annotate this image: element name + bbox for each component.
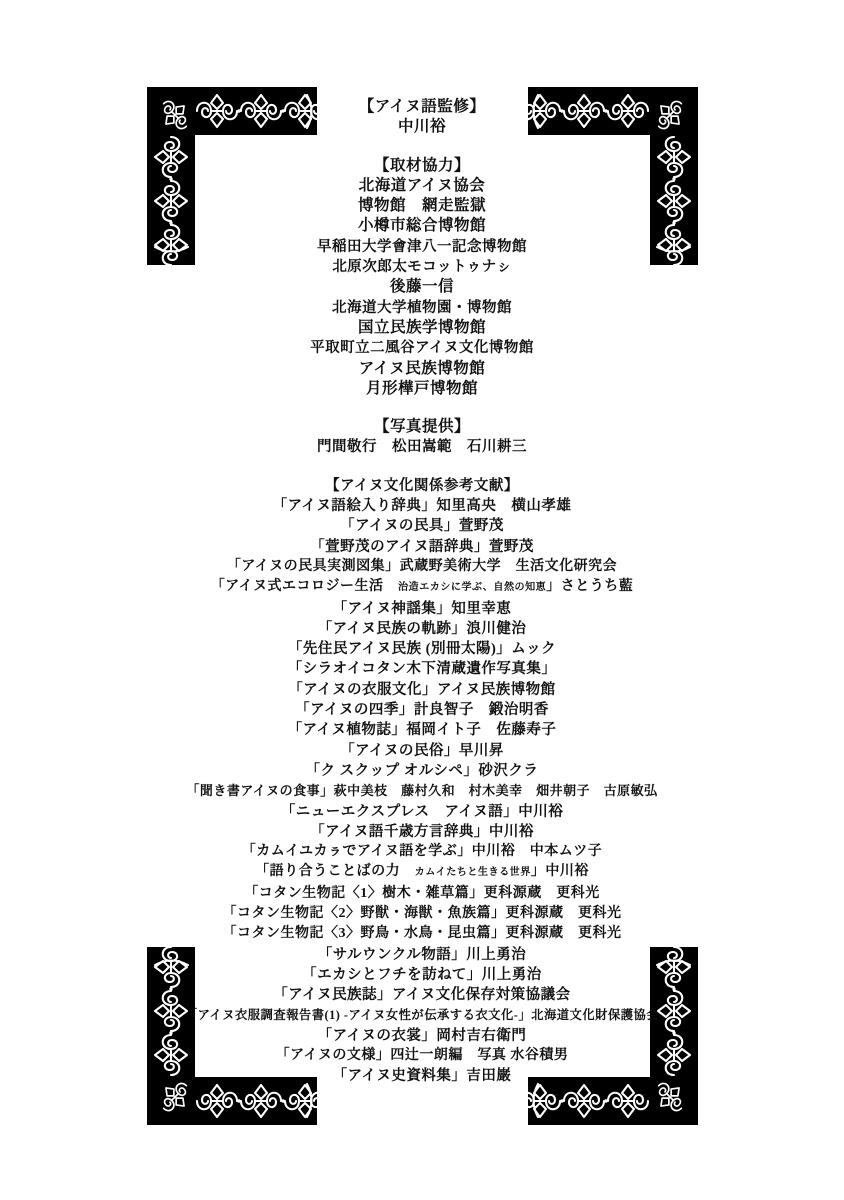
- credit-line: 「アイヌの民具」萱野茂: [340, 518, 504, 535]
- credit-line: 「アイヌ神謡集」知里幸恵: [332, 600, 512, 617]
- credit-line: 「アイヌ語絵入り辞典」知里高央 横山孝雄: [272, 498, 572, 515]
- credit-line: 門間敬行 松田嵩範 石川耕三: [317, 439, 527, 456]
- credit-line: 北海道アイヌ協会: [358, 176, 486, 194]
- section-heading: 【取材協力】: [373, 156, 470, 174]
- credit-line: 月形樺戸博物館: [365, 379, 478, 397]
- credit-line: 「シラオイコタン木下清蔵遺作写真集」: [287, 661, 557, 678]
- credit-line: [0, 862, 844, 883]
- credit-line: 「ニューエクスプレス アイヌ語」中川裕: [280, 803, 564, 820]
- credit-line: 「アイヌ語千歳方言辞典」中川裕: [310, 823, 534, 840]
- credit-line: 「先住民アイヌ民族 (別冊太陽)」ムック: [287, 641, 557, 658]
- credit-line-text: 」さとうち藍: [546, 579, 634, 595]
- credits-section: [0, 156, 844, 400]
- credit-line: 「アイヌ史資料集」吉田巌: [332, 1068, 512, 1085]
- credit-line: 「コタン生物記〈2〉野獣・海獣・魚族篇」更科源蔵 更科光: [222, 905, 622, 921]
- credit-line: [0, 577, 844, 598]
- credit-line: 「アイヌ衣服調査報告書(1) -アイヌ女性が伝承する衣文化-」北海道文化財保護協会: [184, 1008, 660, 1023]
- credit-line: 小樽市総合博物館: [357, 217, 486, 235]
- credit-line: 北海道大学植物園・博物館: [332, 299, 512, 316]
- credit-line: 「アイヌ植物誌」福岡イト子 佐藤寿子: [287, 722, 557, 739]
- credit-line: 「アイヌの衣裳」岡村吉右衛門: [317, 1027, 527, 1044]
- section-heading: 【写真提供】: [373, 418, 470, 436]
- credit-line: 北原次郎太モコットゥナㇱ: [332, 259, 512, 276]
- credit-line: 「聞き書アイヌの食事」萩中美枝 藤村久和 村木美幸 畑井朝子 古原敏弘: [186, 783, 658, 799]
- credit-line-text: 」中川裕: [530, 864, 589, 880]
- credit-line: 「萱野茂のアイヌ語辞典」萱野茂: [310, 538, 534, 555]
- credits-section: [0, 417, 844, 458]
- credit-line: アイヌ民族博物館: [358, 359, 486, 377]
- credit-line: 早稲田大学會津八一記念博物館: [317, 238, 527, 255]
- credit-line: 「ク スクップ オルシペ」砂沢クラ: [305, 762, 539, 779]
- credit-line-text: 「アイヌ式エコロジー生活: [210, 579, 398, 595]
- credit-line: 「カムイユカㇻでアイヌ語を学ぶ」中川裕 中本ムツ子: [241, 844, 603, 860]
- credit-line-subtitle: 治造エカシに学ぶ、自然の知恵: [397, 582, 547, 594]
- credit-line: 「アイヌの四季」計良智子 鍛治明香: [295, 702, 549, 719]
- credit-line: 「アイヌ民族誌」アイヌ文化保存対策協議会: [273, 987, 571, 1004]
- credit-line: 「コタン生物記〈1〉樹木・雑草篇」更科源蔵 更科光: [244, 885, 600, 901]
- credit-line-subtitle: カムイたちと生きる世界: [414, 867, 531, 879]
- credit-line: 「コタン生物記〈3〉野鳥・水鳥・昆虫篇」更科源蔵 更科光: [222, 926, 622, 942]
- credit-line: 博物館 網走監獄: [357, 197, 486, 215]
- section-heading: 【アイヌ語監修】: [358, 98, 486, 115]
- credit-line: 「アイヌ民族の軌跡」浪川健治: [317, 620, 527, 637]
- credit-line: 平取町立二風谷アイヌ文化博物館: [310, 340, 534, 357]
- credit-line: 「アイヌの民具実測図集」武蔵野美術大学 生活文化研究会: [226, 558, 618, 574]
- credit-line: 「エカシとフチを訪ねて」川上勇治: [302, 966, 542, 983]
- credits-section: [0, 476, 844, 1087]
- credits-section: [0, 97, 844, 138]
- credit-line: 後藤一信: [389, 278, 454, 296]
- credit-line: 国立民族学博物館: [357, 318, 486, 336]
- credit-line-text: 「語り合うことばの力: [255, 864, 415, 880]
- credit-line: 「サルウンクル物語」川上勇治: [317, 946, 527, 963]
- credit-line: 中川裕: [397, 118, 446, 136]
- credit-line: 「アイヌの文様」四辻一朗編 写真 水谷積男: [275, 1048, 569, 1064]
- credit-line: 「アイヌの衣服文化」アイヌ民族博物館: [288, 681, 556, 698]
- section-heading: 【アイヌ文化関係参考文献】: [325, 477, 519, 494]
- credit-line: 「アイヌの民俗」早川昇: [340, 742, 504, 759]
